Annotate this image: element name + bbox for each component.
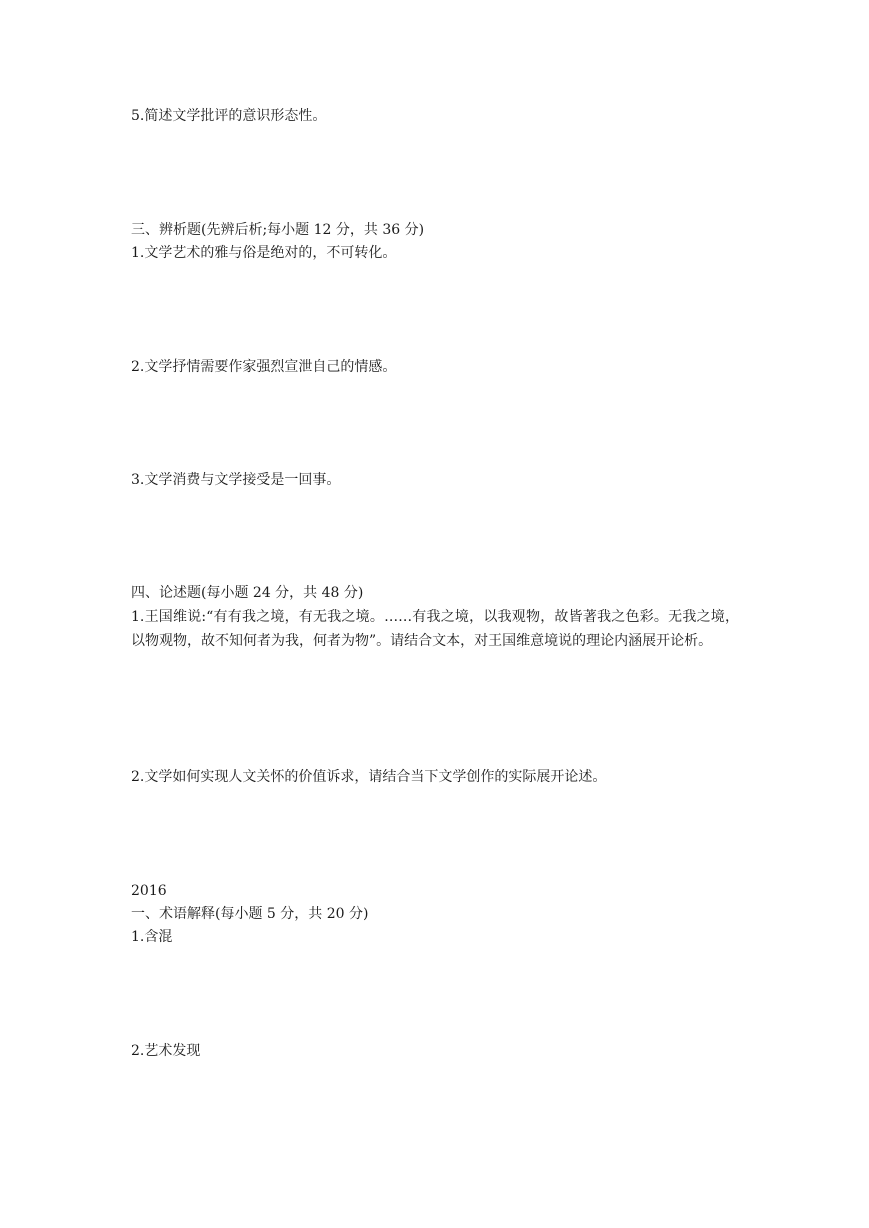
question-5-criticism-ideology: 5.简述文学批评的意识形态性。 (131, 108, 327, 124)
section-4-heading: 四、论述题(每小题 24 分，共 48 分) (131, 585, 364, 601)
section-1-heading-2016: 一、术语解释(每小题 5 分，共 20 分) (131, 906, 369, 922)
section-3-question-3: 3.文学消费与文学接受是一回事。 (131, 472, 341, 488)
section-4-question-2: 2.文学如何实现人文关怀的价值诉求，请结合当下文学创作的实际展开论述。 (131, 769, 607, 785)
section-3-question-1: 1.文学艺术的雅与俗是绝对的，不可转化。 (131, 245, 397, 261)
section-4-question-1: 1.王国维说:“有有我之境，有无我之境。……有我之境，以我观物，故皆著我之色彩。无我之境，以物观物，故不知何者为我，何者为物”。请结合文本，对王国维意境说的理论内涵展开论析。 (131, 609, 739, 649)
term-question-2: 2.艺术发现 (131, 1043, 201, 1059)
term-question-1: 1.含混 (131, 929, 173, 945)
section-3-question-2: 2.文学抒情需要作家强烈宣泄自己的情感。 (131, 359, 397, 375)
exam-year-2016: 2016 (131, 883, 167, 899)
section-3-heading: 三、辨析题(先辨后析;每小题 12 分，共 36 分) (131, 222, 425, 238)
